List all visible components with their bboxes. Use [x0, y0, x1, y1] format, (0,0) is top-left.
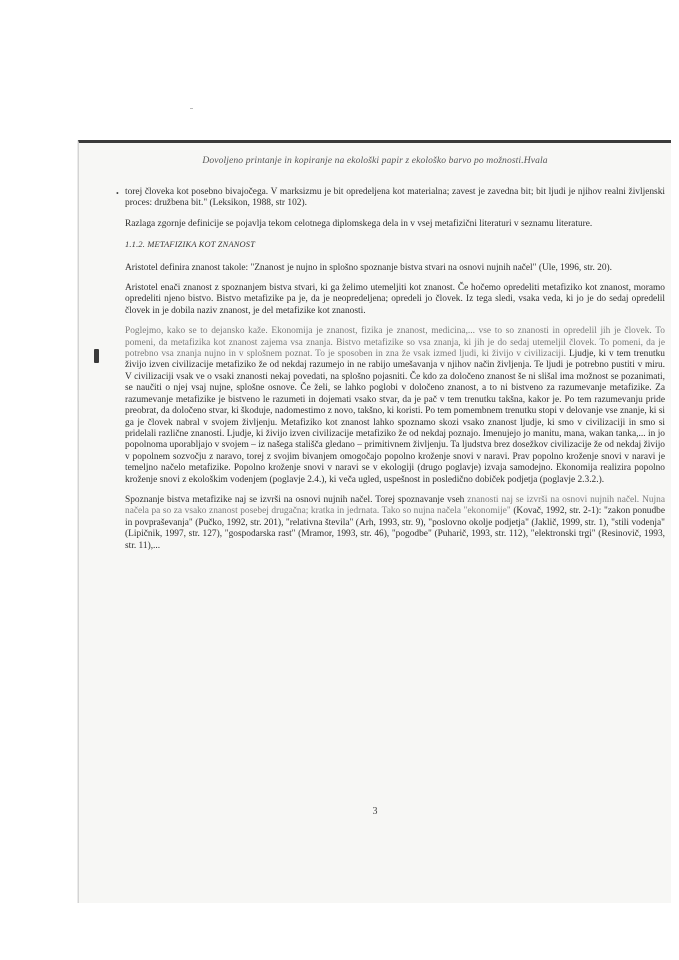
section-heading: 1.1.2. METAFIZIKA KOT ZNANOST [125, 240, 256, 250]
bullet-dot-icon: • [116, 189, 119, 198]
page-header: Dovoljeno printanje in kopiranje na ekološki papir z ekološko barvo po možnosti.Hvala [202, 155, 548, 166]
paragraph-continuation: • torej človeka kot posebno bivajočega. V marksizmu je bit opredeljena kot materialna; zavest je zavedna bit; bit ljudi je njihov realni življenski proces: družbena bit." (Leksikon, 1988, str 102). [116, 187, 665, 209]
faded-text: Poglejmo, kako se to dejansko kaže. Ekonomija je znanost, fizika je znanost, medicina,... vse to so znanosti in opredelil jih je človek. To pomeni, da metafizika kot znanost zajema vsa znanja. Bistvo metafizike so vsa znanja, ki jih je do sedaj utemeljil človek. To pomeni, da je potrebno vsa znanja nujno in v splošnem poznat. To je sposoben in zna že vsak izmed ljudi, ki živijo v civilizaciji. [125, 326, 665, 360]
scan-speck [190, 108, 193, 109]
paragraph-knowledge: Spoznanje bistva metafizike naj se izvrši na osnovi nujnih načel. Torej spoznavanje vseh znanosti naj se izvrši na osnovi nujnih načel. Nujna načela pa so za vsako znanost posebej drugačna; kratka in jedrnata. Tako so nujna načela "ekonomije" (Kovač, 1992, str. 2-1): "zakon ponudbe in povpraševanja" (Pučko, 1992, str. 201), "relativna števila" (Arh, 1993, str. 9), "poslovno okolje podjetja" (Jaklič, 1999, str. 1), "stili vodenja" (Lipičnik, 1997, str. 127), "gospodarska rast" (Mramor, 1993, str. 46), "pogodbe" (Puharič, 1993, str. 112), "elektronski trgi" (Resinovič, 1993, str. 11),... [125, 494, 665, 551]
paragraph-examples-body: Ljudje, ki v tem trenutku živijo izven civilizacije metafiziko že od nekdaj razumejo in ne rabijo umešavanja v njihov način življenja. Te ljudi je potrebno pustiti v miru. V civilizaciji vsak ve o vsaki znanosti nekaj povedati, na splošno pojasniti. Če kdo za določeno znanost še ni slišal ima možnost se pozanimati, se naučiti o njej vsaj nujne, splošne osnove. Če želi, se lahko poglobi v določeno znanost, a to ni bistveno za razumevanje metafizike. Za razumevanje metafizike je bistveno le razumeti in dojemati vsako stvar, da je pač v tem trenutku takšna, kakor je. Po tem razumevanju pride preobrat, da določeno stvar, ki škoduje, nadomestimo z novo, takšno, ki koristi. Po tem pomembnem trenutku stopi v delovanje vse znanje, ki si ga je človek nabral v svojem življenju. Metafiziko kot znanost lahko spoznamo skozi vsako znanost ljudje, ki smo v civilizaciji in smo si pridelali različne znanosti. Ljudje, ki živijo izven civilizacije metafiziko že od nekdaj poznajo. Imenujejo jo manitu, mana, wakan tanka,... in jo popolnoma uporabljajo v svojem – iz našega stališča gledano – primitivnem življenju. Ta ljudstva brez dosežkov civilizacije že od nekdaj živijo v popolnem sozvočju z naravo, torej z svojim bivanjem omogočajo popolno kroženje snovi v naravi. Prav popolno kroženje snovi v naravi je temeljno načelo metafizike. Popolno kroženje snovi v naravi se v ekologiji (drugo poglavje) izvaja samodejno. Ekonomija realizira popolno kroženje snovi z ekološkim vodenjem (poglavje 2.4.), ki veča ugled, uspešnost in posledično dobiček podjetja (poglavje 2.3.2.). [125, 349, 665, 485]
faded-text-2: znanosti naj se izvrši na osnovi nujnih načel. Nujna načela pa so za vsako znanost posebej drugačna; kratka in jedrnata. Tako so nujna načela "ekonomije" [125, 494, 665, 517]
paragraph-aristotle-definition: Aristotel definira znanost takole: "Znanost je nujno in splošno spoznanje bistva stvari na osnovi nujnih načel" (Ule, 1996, str. 20). [125, 262, 612, 273]
paragraph-aristotle-equation: Aristotel enači znanost z spoznanjem bistva stvari, ki ga želimo utemeljiti kot znanost. Če hočemo opredeliti metafiziko kot znanost, moramo opredeliti njeno bistvo. Bistvo metafizike pa je, da je neopredeljena; opredeli jo človek. Iz tega sledi, vsaka veda, ki jo je do sedaj opredelil človek in je dobila naziv znanost, je del metafizike kot znanosti. [125, 283, 665, 316]
paragraph-explanation: Razlaga zgornje definicije se pojavlja tekom celotnega diplomskega dela in v vsej metafizični literaturi v seznamu literature. [125, 218, 593, 229]
page-number: 3 [372, 806, 378, 817]
paragraph-examples [125, 326, 665, 486]
margin-marker [94, 349, 99, 363]
document-page [78, 140, 671, 903]
page-content [116, 187, 665, 561]
